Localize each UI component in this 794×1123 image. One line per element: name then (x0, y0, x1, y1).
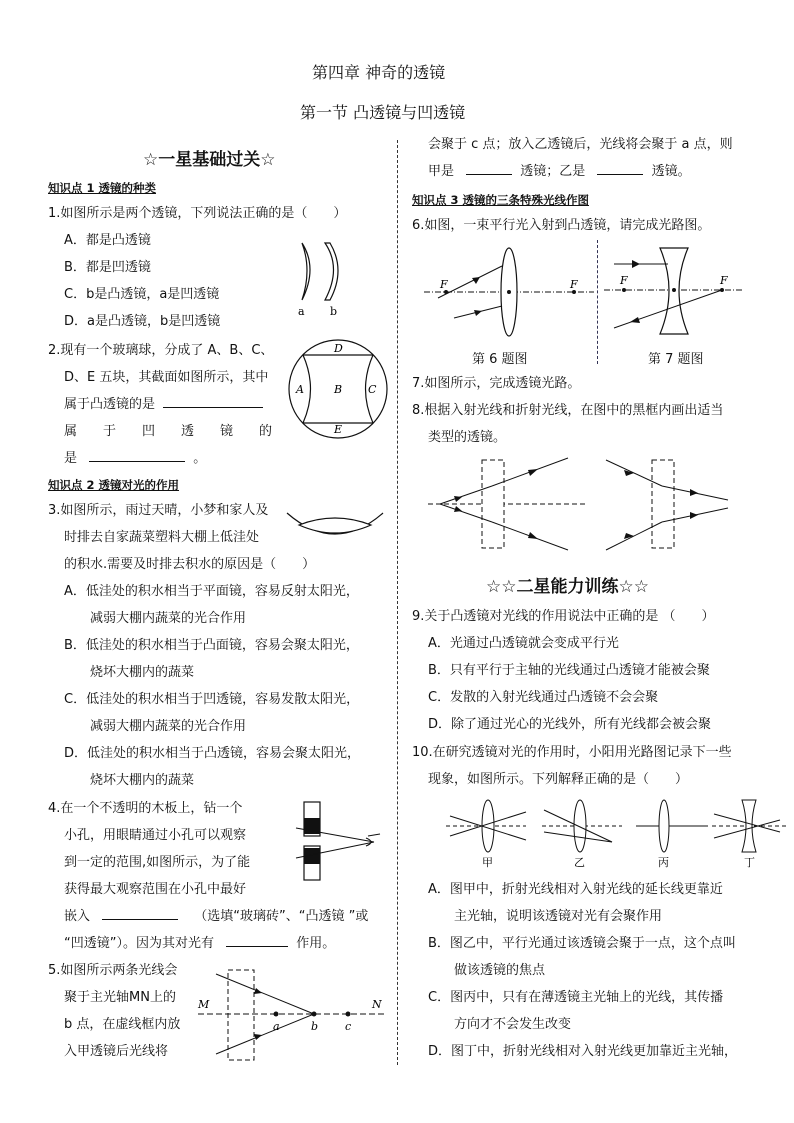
q10-line2: 现象，如图所示。下列解释正确的是（ ） (428, 772, 689, 787)
q4-line5a: 嵌入 (64, 909, 91, 924)
q4-line5-wrap (64, 903, 368, 930)
q2-line5a: 是 (64, 451, 78, 466)
q7-f-left: F (620, 274, 628, 287)
ball-label-a: A (296, 383, 304, 396)
q1-option-d: D．a是凸透镜，b是凹透镜 (64, 314, 221, 329)
q3-line1: 3.如图所示，雨过天晴，小梦和家人及 (48, 503, 269, 518)
q3-option-d1: D．低洼处的积水相当于凸透镜，容易会聚太阳光， (64, 746, 361, 761)
knowledge-point-3: 知识点 3 透镜的三条特殊光线作图 (412, 193, 590, 207)
q10-label-jia: 甲 (482, 856, 493, 869)
q5-cont-line2c: 透镜。 (651, 164, 691, 179)
q10-line1: 10.在研究透镜对光的作用时，小阳用光路图记录下一些 (412, 745, 732, 760)
lens-a-label: a (298, 305, 305, 318)
q8-line1: 8.根据入射光线和折射光线，在图中的黑框内画出适当 (412, 403, 724, 418)
q10-label-bing: 丙 (658, 856, 669, 869)
q4-board-figure (296, 800, 386, 882)
q10-four-lenses-figure (446, 796, 786, 870)
q10-option-a2: 主光轴，说明该透镜对光有会聚作用 (454, 909, 663, 924)
q10-label-ding: 丁 (744, 856, 755, 869)
q3-option-c1: C．低洼处的积水相当于凹透镜，容易发散太阳光， (64, 692, 360, 707)
q4-line6a: “凹透镜”）。因为其对光有 (64, 936, 214, 951)
q4-blank-effect[interactable] (226, 932, 288, 947)
q2-line5b: 。 (193, 451, 207, 466)
q2-glass-ball-figure (284, 338, 392, 440)
q3-option-b1: B．低洼处的积水相当于凸面镜，容易会聚太阳光， (64, 638, 359, 653)
q2-blank-convex[interactable] (163, 393, 263, 408)
q2-line4: 属 于 凹 透 镜 的 (64, 424, 273, 439)
lens-a-shape (302, 243, 310, 300)
q10-option-c2: 方向才不会发生改变 (454, 1017, 572, 1032)
q7-concave-lens-figure (604, 246, 744, 336)
q5-cont-line2-wrap (428, 158, 691, 185)
lens-b-shape (325, 243, 338, 300)
q7-caption: 第 7 题图 (648, 352, 704, 367)
q5-line2: 聚于主光轴MN上的 (64, 990, 176, 1005)
section-title: 第一节 凸透镜与凹透镜 (300, 103, 466, 122)
q3-option-d2: 烧坏大棚内的蔬菜 (90, 773, 195, 788)
q6-stem: 6.如图，一束平行光入射到凸透镜，请完成光路图。 (412, 218, 711, 233)
q1-option-c: C．b是凸透镜，a是凹透镜 (64, 287, 220, 302)
q5-cont-line2b: 透镜；乙是 (520, 164, 586, 179)
q8-black-box-figure (428, 456, 738, 556)
q3-line2: 时排去自家蔬菜塑料大棚上低洼处 (64, 530, 260, 545)
axis-label-m: M (198, 998, 210, 1011)
q10-option-d1: D．图丁中，折射光线相对入射光线更加靠近主光轴， (428, 1044, 738, 1059)
q2-blank-concave[interactable] (89, 447, 185, 462)
point-label-a: a (273, 1020, 280, 1033)
q10-option-b1: B．图乙中，平行光通过该透镜会聚于一点，这个点叫 (428, 936, 736, 951)
q4-line2: 小孔，用眼睛通过小孔可以观察 (64, 828, 247, 843)
q7-f-right: F (720, 274, 728, 287)
q5-blank-jia[interactable] (466, 160, 512, 175)
q6-f-right: F (570, 278, 578, 291)
star1-title: ☆一星基础过关☆ (143, 150, 276, 170)
q5-rays-figure (198, 968, 388, 1064)
ball-label-b: B (334, 383, 343, 396)
q1-lens-figure (290, 238, 360, 318)
q9-option-a: A．光通过凸透镜就会变成平行光 (428, 636, 619, 651)
q10-option-a1: A．图甲中，折射光线相对入射光线的延长线更靠近 (428, 882, 723, 897)
q4-line6-wrap (64, 930, 335, 957)
q2-line2: D、E 五块，其截面如图所示，其中 (64, 370, 269, 385)
point-label-b: b (311, 1020, 319, 1033)
axis-label-n: N (372, 998, 382, 1011)
q10-option-b2: 做该透镜的焦点 (454, 963, 546, 978)
q9-option-d: D．除了通过光心的光线外，所有光线都会被会聚 (428, 717, 712, 732)
q3-option-a1: A．低洼处的积水相当于平面镜，容易反射太阳光， (64, 584, 359, 599)
q6-caption: 第 6 题图 (472, 352, 528, 367)
ball-label-e: E (334, 423, 343, 436)
q1-option-a: A．都是凸透镜 (64, 233, 151, 248)
lens-b-label: b (330, 305, 338, 318)
q9-stem: 9.关于凸透镜对光线的作用说法中正确的是 （ ） (412, 609, 715, 624)
q1-option-b: B．都是凹透镜 (64, 260, 151, 275)
q3-option-a2: 减弱大棚内蔬菜的光合作用 (90, 611, 247, 626)
q3-option-c2: 减弱大棚内蔬菜的光合作用 (90, 719, 247, 734)
q3-line3: 的积水.需要及时排去积水的原因是（ ） (64, 557, 316, 572)
q10-option-c1: C．图丙中，只有在薄透镜主光轴上的光线，其传播 (428, 990, 724, 1005)
q2-line3-wrap (64, 391, 263, 418)
q6-q7-separator (597, 240, 598, 364)
q8-line2: 类型的透镜。 (428, 430, 507, 445)
q6-convex-lens-figure (424, 246, 594, 336)
q4-line1: 4.在一个不透明的木板上，钻一个 (48, 801, 243, 816)
q4-line6b: 作用。 (296, 936, 336, 951)
q4-line3: 到一定的范围,如图所示，为了能 (64, 855, 251, 870)
q1-stem: 1.如图所示是两个透镜，下列说法正确的是（ ） (48, 206, 347, 221)
q5-line3: b 点，在虚线框内放 (64, 1017, 181, 1032)
q9-option-c: C．发散的入射光线通过凸透镜不会会聚 (428, 690, 659, 705)
q4-line5b: （选填“玻璃砖”、“凸透镜 ”或 (194, 909, 369, 924)
point-label-c: c (345, 1020, 352, 1033)
q5-blank-yi[interactable] (597, 160, 643, 175)
ball-label-d: D (334, 342, 343, 355)
q2-line1: 2.现有一个玻璃球，分成了 A、B、C、 (48, 343, 274, 358)
q3-puddle-figure (285, 505, 385, 545)
knowledge-point-1: 知识点 1 透镜的种类 (48, 181, 157, 195)
q2-line5-wrap (64, 445, 206, 472)
q5-cont-line1: 会聚于 c 点；放入乙透镜后，光线将会聚于 a 点，则 (428, 137, 733, 152)
q4-blank-lens-type[interactable] (102, 905, 178, 920)
q9-option-b: B．只有平行于主轴的光线通过凸透镜才能被会聚 (428, 663, 710, 678)
q5-line4: 入甲透镜后光线将 (64, 1044, 169, 1059)
q5-line1: 5.如图所示两条光线会 (48, 963, 178, 978)
q3-option-b2: 烧坏大棚内的蔬菜 (90, 665, 195, 680)
q10-label-yi: 乙 (574, 856, 585, 869)
chapter-title: 第四章 神奇的透镜 (312, 63, 446, 82)
knowledge-point-2: 知识点 2 透镜对光的作用 (48, 478, 180, 492)
star2-title: ☆☆二星能力训练☆☆ (486, 577, 649, 597)
ball-label-c: C (368, 383, 377, 396)
q7-stem: 7.如图所示，完成透镜光路。 (412, 376, 581, 391)
q4-line4: 获得最大观察范围在小孔中最好 (64, 882, 247, 897)
q5-cont-line2a: 甲是 (428, 164, 455, 179)
q2-line3: 属于凸透镜的是 (64, 397, 156, 412)
column-divider (397, 140, 398, 1065)
q6-f-left: F (440, 278, 448, 291)
